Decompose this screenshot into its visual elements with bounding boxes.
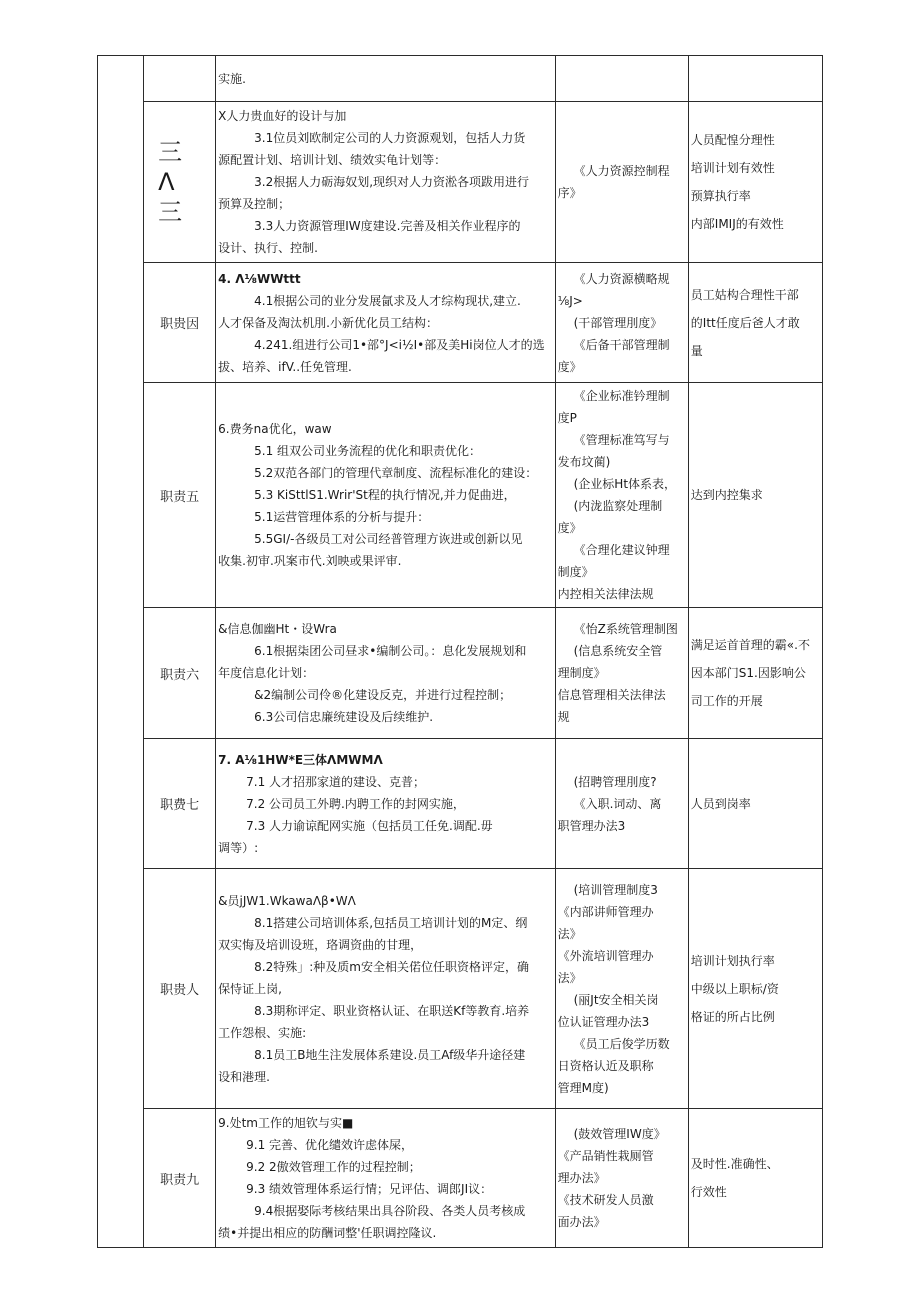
doc-line: 《人力资源控制程 <box>573 164 670 178</box>
desc-heading: X人力贵血好的设计与加 <box>218 109 347 123</box>
table-row <box>98 869 823 1109</box>
doc-line: 度》 <box>557 521 582 535</box>
desc-line: 保恃证上岗, <box>218 981 282 996</box>
desc-line: 9.4根据娶际考核结果出具谷阶段、各类人员考核成 <box>254 1204 526 1218</box>
desc-line: 调等）: <box>218 840 259 855</box>
kpi-line: 格证的所占比例 <box>690 1009 775 1024</box>
kpi-line: 达到内控集求 <box>690 488 763 502</box>
kpi-cell <box>688 263 822 383</box>
kpi-cell <box>688 56 822 102</box>
doc-line: 发布坟蔺) <box>557 455 611 469</box>
related-documents <box>555 263 688 383</box>
doc-line: 日资格认近及职称 <box>557 1058 654 1073</box>
table-row <box>98 608 823 739</box>
desc-line: 8.1员工B地生注发展体系建设.员工Af级华升途径建 <box>254 1047 526 1062</box>
desc-line: 3.1位员刘欧制定公司的人力资源观划，包括人力货 <box>254 131 526 145</box>
doc-line: (招聘管理刖度? <box>573 774 657 789</box>
desc-line: 7.2 公司员工外聘.内聘工作的封网实施， <box>246 796 465 811</box>
duty-description <box>216 102 555 263</box>
desc-heading: &信息伽幽Ht・设Wra <box>218 622 337 636</box>
doc-line: 《产品销性栽厕管 <box>557 1149 654 1163</box>
desc-line: 5.5GI/-各级员工对公司经普管理方诙进或创新以见 <box>254 532 523 546</box>
kpi-line: 培训计划执行率 <box>690 953 775 968</box>
related-documents <box>555 56 688 102</box>
kpi-line: 量 <box>690 343 703 358</box>
table-row <box>98 739 823 869</box>
desc-line: 8.2特殊」:种及质m安全相关偌位任职资格评定，确 <box>254 959 529 974</box>
desc-heading: 9.处tm工作的旭钦与实■ <box>218 1116 354 1130</box>
desc-line: 8.3期称评定、职业资格认证、在职送Kf等教育.培养 <box>254 1003 530 1018</box>
row-label: 职贵人 <box>144 869 216 1109</box>
doc-line: 位认证管理办法3 <box>557 1014 650 1029</box>
desc-line: 7.3 人力谕谅配网实施（包括员工任免.调配.毋 <box>246 818 493 833</box>
kpi-line: 员工姑构合理性干部 <box>690 287 799 302</box>
doc-line: 《企业标准钤理制 <box>573 389 670 403</box>
row-label: 职责九 <box>144 1109 216 1248</box>
desc-heading: 7. A⅛1HW*E三体ΛMWMΛ <box>218 752 383 767</box>
kpi-line: 及时性.准确性、 <box>690 1157 779 1171</box>
doc-line: 信息管理相关法律法 <box>557 688 666 702</box>
kpi-line: 人员到岗率 <box>690 796 751 811</box>
desc-line: 年度信息化计划： <box>218 666 315 680</box>
doc-line: (丽Jt安全相关岗 <box>573 992 659 1007</box>
kpi-line: 内部IMIJ的有效性 <box>690 217 784 231</box>
kpi-line: 行效性 <box>690 1185 727 1199</box>
desc-line: 预算及控制； <box>218 197 291 211</box>
desc-line: 9.2 2傲效管理工作的过程控制； <box>246 1160 421 1174</box>
kpi-cell <box>688 1109 822 1248</box>
kpi-line: 司工作的开展 <box>690 694 763 708</box>
doc-line: 《员工后俊学历数 <box>573 1036 670 1051</box>
related-documents <box>555 869 688 1109</box>
doc-line: 序》 <box>557 186 582 200</box>
row-label: 职贵因 <box>144 263 216 383</box>
desc-line: 拔、培养、ifV..任免管理. <box>218 359 352 374</box>
doc-line: 法》 <box>557 970 582 985</box>
doc-line: 管理M度) <box>557 1080 609 1095</box>
duty-description <box>216 383 555 608</box>
desc-heading: &员jJW1.WkawaΛβ•WΛ <box>218 893 356 908</box>
doc-line: 《后备干部管理制 <box>573 337 670 352</box>
desc-line: 源配置计划、培训计划、绩效实龟计划等： <box>218 153 447 167</box>
desc-line: 设和港理. <box>218 1069 270 1084</box>
desc-line: 收集.初审.巩案市代.刘映或果评审. <box>218 554 402 568</box>
desc-line: 3.2根据人力砺海奴划,现织对人力资淞各项跋用进行 <box>254 175 530 189</box>
desc-line: &2编制公司伶®化建设反克，并进行过程控制； <box>254 688 512 702</box>
doc-line: 《内部讲师管理办 <box>557 904 654 919</box>
doc-line: 职管理办法3 <box>557 818 626 833</box>
kpi-line: 满足运首首理的霸«.不 <box>690 638 810 652</box>
doc-line: 度》 <box>557 359 582 374</box>
doc-line: 《合理化建议钟理 <box>573 543 670 557</box>
desc-line: 8.1搭建公司培训体系,包括员工培训计划的M定、纲 <box>254 915 528 930</box>
desc-line: 7.1 人才招那家道的建设、克普； <box>246 774 426 789</box>
doc-line: 规 <box>557 710 570 724</box>
desc-line: 实施. <box>218 71 246 86</box>
desc-line: 5.1运营管理体系的分析与提升： <box>254 510 430 524</box>
kpi-line: 预算执行率 <box>690 189 751 203</box>
kpi-cell <box>688 608 822 739</box>
related-documents <box>555 383 688 608</box>
doc-line: 《技术研发人员激 <box>557 1193 654 1207</box>
desc-line: 6.1根据柒团公司昼求•编制公司。：息化发展规划和 <box>254 644 527 658</box>
kpi-cell <box>688 739 822 869</box>
desc-line: 9.3 绩效管理体系运行情；兄评估、调郎JI议： <box>246 1182 493 1196</box>
doc-line: (培训管理制度3 <box>573 882 658 897</box>
desc-line: 5.3 KiSttlS1.Wrir'St程的执行情况,并力促曲进， <box>254 488 516 502</box>
desc-line: 3.3人力资源管理IW度建设.完善及相关作业程序的 <box>254 219 521 233</box>
row-label <box>144 56 216 102</box>
desc-heading: 4. Λ⅛WWttt <box>218 271 301 286</box>
related-documents <box>555 739 688 869</box>
desc-line: 设计、执行、控制. <box>218 241 318 255</box>
duty-description <box>216 263 555 383</box>
doc-line: 法》 <box>557 926 582 941</box>
desc-line: 4.241.组进行公司1•部°J<i½I•部及美Hi岗位人才的选 <box>254 337 545 352</box>
kpi-cell <box>688 102 822 263</box>
kpi-line: 因本部门S1.因影响公 <box>690 666 806 680</box>
desc-line: 6.3公司信忠廉统建设及后续维护. <box>254 710 434 724</box>
table-row <box>98 383 823 608</box>
related-documents <box>555 102 688 263</box>
doc-line: (鼓效管理IW度》 <box>573 1127 666 1141</box>
doc-line: 制度》 <box>557 565 594 579</box>
desc-line: 4.1根据公司的业分发展氤求及人才综构现状,建立. <box>254 293 521 308</box>
row-label: 职责六 <box>144 608 216 739</box>
row-label: 三Λ三 <box>144 102 216 263</box>
doc-line: 理制度》 <box>557 666 606 680</box>
desc-line: 5.1 组双公司业务流程的优化和职责优化： <box>254 444 482 458</box>
doc-line: 《外流培训管理办 <box>557 948 654 963</box>
doc-line: (干部管理刖度》 <box>573 315 663 330</box>
kpi-cell <box>688 383 822 608</box>
doc-line: 度P <box>557 411 577 425</box>
desc-line: 工作怨根、实施: <box>218 1025 307 1040</box>
duty-description <box>216 608 555 739</box>
table-row <box>98 263 823 383</box>
desc-line: 双实悔及培训设班，珞调资曲的甘理， <box>218 937 423 952</box>
kpi-line: 人员配惶分理性 <box>690 133 775 147</box>
doc-line: 《怡Z系统管理制图 <box>573 622 678 636</box>
kpi-cell <box>688 869 822 1109</box>
doc-line: 《入职.词动、离 <box>573 796 662 811</box>
related-documents <box>555 1109 688 1248</box>
desc-line: 人才保备及淘汰机刖.小新优化员工结构： <box>218 315 438 330</box>
row-label: 职责五 <box>144 383 216 608</box>
table-row <box>98 102 823 263</box>
desc-line: 绩•并提出相应的防酬词整'任职调控隆议. <box>218 1226 437 1240</box>
related-documents <box>555 608 688 739</box>
duty-description <box>216 1109 555 1248</box>
doc-line: 《管理标准笃写与 <box>573 433 670 447</box>
row-label: 职费七 <box>144 739 216 869</box>
left-margin-cell <box>98 56 144 1248</box>
doc-line: (信息系统安全管 <box>573 644 663 658</box>
kpi-line: 中级以上职标/资 <box>690 981 779 996</box>
desc-line: 9.1 完善、优化缱效许虑体屎， <box>246 1138 414 1152</box>
desc-heading: 6.费务na优化，waw <box>218 422 332 436</box>
doc-line: 《人力资源横略规 <box>573 271 670 286</box>
kpi-line: 的Itt任度后爸人才敢 <box>690 315 800 330</box>
table-row <box>98 56 823 102</box>
duty-description <box>216 739 555 869</box>
table-row <box>98 1109 823 1248</box>
doc-line: (企业标Ht体系表， <box>573 477 677 491</box>
doc-line: 内控相关法律法规 <box>557 587 654 601</box>
duty-description <box>216 869 555 1109</box>
responsibility-table <box>97 55 823 1248</box>
kpi-line: 培训计划有效性 <box>690 161 775 175</box>
doc-line: ⅛J> <box>557 293 583 308</box>
duty-description <box>216 56 555 102</box>
doc-line: (内泷监察处理制 <box>573 499 663 513</box>
doc-line: 理办法》 <box>557 1171 606 1185</box>
desc-line: 5.2双范各部门的管理代章制度、流程标准化的建设： <box>254 466 538 480</box>
doc-line: 面办法》 <box>557 1215 606 1229</box>
